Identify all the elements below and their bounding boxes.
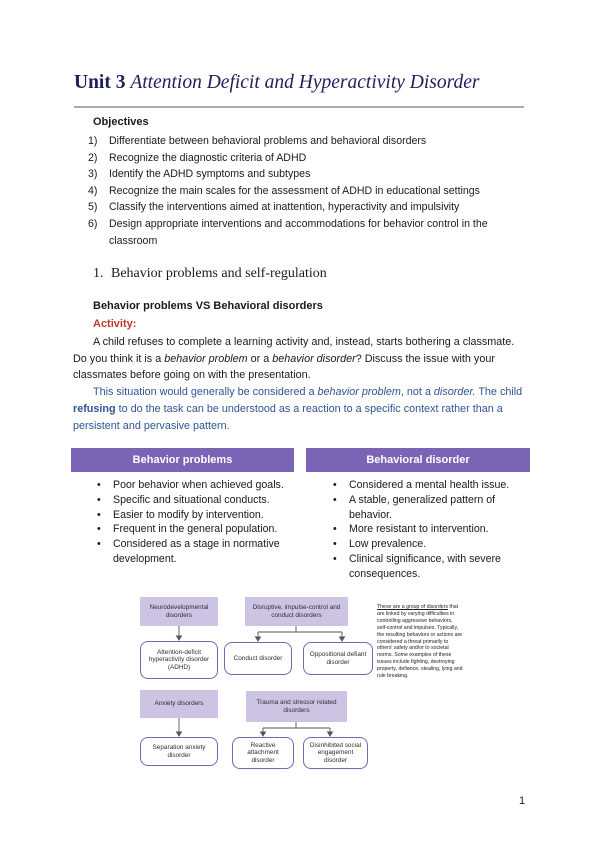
section-heading xyxy=(93,266,327,282)
section-number: 1. xyxy=(93,266,104,281)
arrow-head xyxy=(256,637,261,641)
arrow-head xyxy=(177,732,182,736)
list-item: • Frequent in the general population. xyxy=(91,522,297,537)
objective-item: 3) Identify the ADHD symptoms and subtypes xyxy=(88,168,311,181)
conduct-disorder-box: Conduct disorder xyxy=(224,642,292,675)
list-item: • Considered as a stage in normative development. xyxy=(91,537,297,567)
behavioral-disorder-header: Behavioral disorder xyxy=(306,448,530,472)
trauma-box: Trauma and stressor related disorders xyxy=(246,691,347,722)
subheading: Behavior problems VS Behavioral disorders xyxy=(93,300,323,312)
disinhibited-box: Disinhibited social engagement disorder xyxy=(303,737,368,769)
objectives-list xyxy=(88,133,528,249)
objective-item: 2) Recognize the diagnostic criteria of ADHD xyxy=(88,151,307,164)
separation-anxiety-box: Separation anxiety disorder xyxy=(140,737,218,766)
arrow-head xyxy=(328,732,333,736)
objective-item: 4) Recognize the main scales for the assessment of ADHD in educational settings xyxy=(88,184,480,197)
list-item: • Clinical significance, with severe consequences. xyxy=(327,552,527,582)
disruptive-box: Disruptive, impulse-control and conduct disorders xyxy=(245,597,348,626)
anxiety-box: Anxiety disorders xyxy=(140,690,218,718)
section-title: Behavior problems and self-regulation xyxy=(111,266,327,281)
title-divider xyxy=(74,106,524,108)
page-number: 1 xyxy=(519,795,526,807)
arrow-head xyxy=(177,636,182,640)
disruptive-note: These are a group of disorders that are linked by varying difficulties in controlling aggressive behaviors, self-control and impulses. Typically, the resulting behaviors or actions are considered a threat primarily to others' safety and/or to societal norms. Some examples of these issues include fighting, destroying property, defiance, stealing, lying and rule breaking. xyxy=(377,604,463,680)
arrow-head xyxy=(261,732,266,736)
list-item: • Easier to modify by intervention. xyxy=(91,508,297,523)
list-item: • Poor behavior when achieved goals. xyxy=(91,478,297,493)
unit-title: Attention Deficit and Hyperactivity Disorder xyxy=(130,72,480,93)
answer-text: This situation would generally be considered a behavior problem, not a disorder. The child refusing to do the task can be understood as a reaction to a specific context rather than a persistent and pervasive pattern. xyxy=(73,386,523,432)
objective-item: 5) Classify the interventions aimed at inattention, hyperactivity and impulsivity xyxy=(88,201,460,214)
behavior-problems-list xyxy=(91,478,297,567)
odd-box: Oppositional defiant disorder xyxy=(303,642,373,675)
adhd-box: Attention-deficit hyperactivity disorder (ADHD) xyxy=(140,641,218,679)
arrow-head xyxy=(340,637,345,641)
neurodevelopmental-box: Neurodevelopmental disorders xyxy=(140,597,218,626)
reactive-attachment-box: Reactive attachment disorder xyxy=(232,737,294,769)
list-item: • Low prevalence. xyxy=(327,537,527,552)
behavior-problems-header: Behavior problems xyxy=(71,448,294,472)
objectives-heading: Objectives xyxy=(93,116,149,128)
page-title xyxy=(74,72,479,94)
activity-text: A child refuses to complete a learning activity and, instead, starts bothering a classmate. Do you think it is a behavior problem or a behavior disorder? Discuss the issue with your classmates before going on with the presentation. xyxy=(73,336,515,381)
activity-label: Activity: xyxy=(93,318,137,330)
list-item: • A stable, generalized pattern of behavior. xyxy=(327,493,527,523)
behavioral-disorder-list xyxy=(327,478,527,582)
unit-label: Unit 3 xyxy=(74,72,126,93)
objective-item: 6) Design appropriate interventions and accommodations for behavior control in the classroom xyxy=(88,217,488,247)
list-item: • More resistant to intervention. xyxy=(327,522,527,537)
objective-item: 1) Differentiate between behavioral problems and behavioral disorders xyxy=(88,135,427,147)
list-item: • Specific and situational conducts. xyxy=(91,493,297,508)
list-item: • Considered a mental health issue. xyxy=(327,478,527,493)
